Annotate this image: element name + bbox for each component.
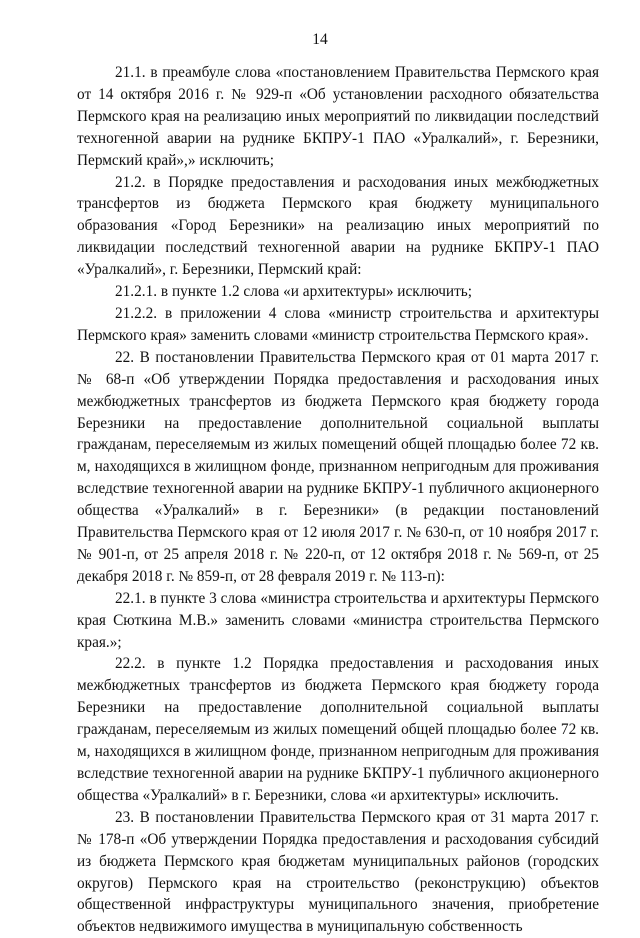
paragraph-23: 23. В постановлении Правительства Пермского края от 31 марта 2017 г. № 178-п «Об утверждении Порядка предоставления и расходования субсидий из бюджета Пермского края бюджетам муниципальных районов (городских округов) Пермского края на строительство (реконструкцию) объектов общественной инфраструктуры муниципального значения, приобретение объектов недвижимого имущества в муниципальную собственность [77, 808, 599, 936]
page-number: 14 [312, 31, 328, 48]
paragraph-21-2-2: 21.2.2. в приложении 4 слова «министр строительства и архитектуры Пермского края» заменить словами «министр строительства Пермского края». [77, 304, 599, 344]
paragraph-21-2: 21.2. в Порядке предоставления и расходования иных межбюджетных трансфертов из бюджета Пермского края бюджету муниципального образования «Город Березники» на реализацию иных мероприятий по ликвидации последствий техногенной аварии на руднике БКПРУ-1 ПАО «Уралкалий», г. Березники, Пермский край: [77, 173, 599, 279]
paragraph-22: 22. В постановлении Правительства Пермского края от 01 марта 2017 г. № 68-п «Об утверждении Порядка предоставления и расходования иных межбюджетных трансфертов из бюджета Пермского края бюджету города Березники на предоставление дополнительной социальной выплаты гражданам, переселяемым из жилых помещений общей площадью более 72 кв. м, находящихся в жилищном фонде, признанном непригодным для проживания вследствие техногенной аварии на руднике БКПРУ-1 публичного акционерного общества «Уралкалий» в г. Березники» (в редакции постановлений Правительства Пермского края от 12 июля 2017 г. № 630-п, от 10 ноября 2017 г. № 901-п, от 25 апреля 2018 г. № 220-п, от 12 октября 2018 г. № 569-п, от 25 декабря 2018 г. № 859-п, от 28 февраля 2019 г. № 113-п): [77, 348, 599, 585]
paragraph-21-2-1: 21.2.1. в пункте 1.2 слова «и архитектуры» исключить; [115, 283, 472, 301]
paragraph-21-1: 21.1. в преамбуле слова «постановлением Правительства Пермского края от 14 октября 2016 г. № 929-п «Об установлении расходного обязательства Пермского края на реализацию иных мероприятий по ликвидации последствий техногенной аварии на руднике БКПРУ-1 ПАО «Уралкалий», г. Березники, Пермский край»,» исключить; [77, 64, 599, 169]
paragraph-22-1: 22.1. в пункте 3 слова «министра строительства и архитектуры Пермского края Сюткина М.В.» заменить словами «министра строительства Пермского края.»; [77, 589, 599, 651]
paragraph-22-2: 22.2. в пункте 1.2 Порядка предоставления и расходования иных межбюджетных трансфертов из бюджета Пермского края бюджету города Березники на предоставление дополнительной социальной выплаты гражданам, переселяемым из жилых помещений общей площадью более 72 кв. м, находящихся в жилищном фонде, признанном непригодным для проживания вследствие техногенной аварии на руднике БКПРУ-1 публичного акционерного общества «Уралкалий» в г. Березники, слова «и архитектуры» исключить. [77, 655, 599, 804]
document-body [77, 62, 599, 938]
